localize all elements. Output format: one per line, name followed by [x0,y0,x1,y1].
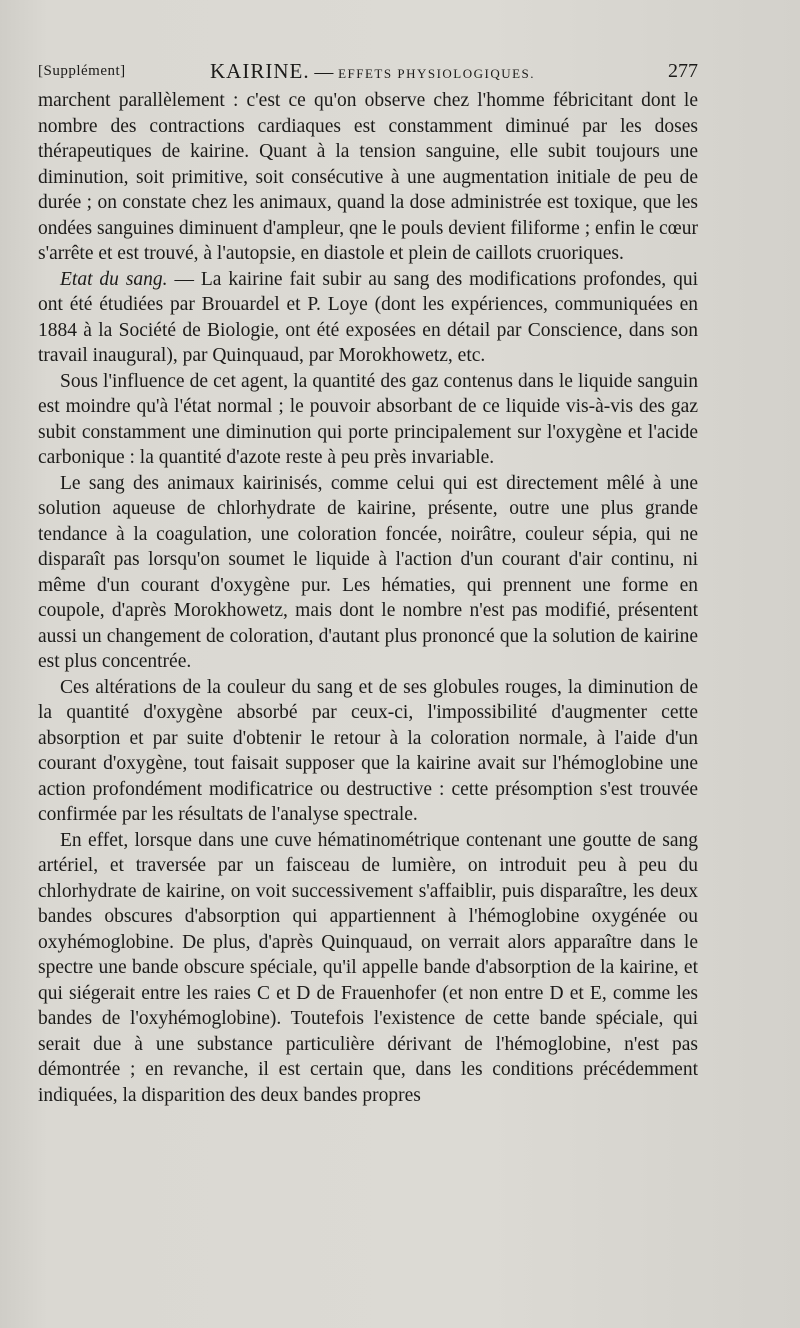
paragraph-text: En effet, lorsque dans une cuve hématinométrique contenant une goutte de sang artériel, et traversée par un faisceau de lumière, on introduit peu à peu du chlorhydrate de kairine, on voit successivement s'affaiblir, puis disparaître, les deux bandes obscures d'absorption qui appartiennent à l'hémoglobine oxygénée ou oxyhémoglobine. De plus, d'après Quinquaud, on verrait alors apparaître dans le spectre une bande obscure spéciale, qu'il appelle bande d'absorption de la kairine, et qui siégerait entre les raies C et D de Frauenhofer (et non entre D et E, comme les bandes de l'oxyhémoglobine). Toutefois l'existence de cette bande spéciale, qui serait due à une substance particulière dérivant de l'hémoglobine, n'est pas démontrée ; en revanche, il est certain que, dans les conditions précédemment indiquées, la disparition des deux bandes propres [38,829,698,1106]
title-word: KAIRINE. [210,59,310,83]
section-label: [Supplément] [38,63,126,79]
running-title [210,56,535,89]
paragraph-2 [38,267,698,369]
page-number: 277 [668,60,698,82]
running-header [38,56,698,86]
paragraph-lead: Etat du sang. [60,268,168,290]
paragraph-text: — La kairine fait subir au sang des modifications profondes, qui ont été étudiées par Brouardel et P. Loye (dont les expériences, communiquées en 1884 à la Société de Biologie, ont été exposées en détail par Conscience, dans son travail inaugural), par Quinquaud, par Morokhowetz, etc. [38,268,699,366]
title-dash: — [314,62,334,83]
paragraph-1 [38,88,698,267]
paragraph-3 [38,369,698,471]
paragraph-text: Ces altérations de la couleur du sang et de ses globules rouges, la diminution de la quantité d'oxygène absorbé par ceux-ci, l'impossibilité d'augmenter cette absorption et par suite d'obtenir le retour à la coloration normale, à l'aide d'un courant d'oxygène, tout faisait supposer que la kairine avait sur l'hémoglobine une action profondément modificatrice ou destructive : cette présomption s'est trouvée confirmée par les résultats de l'analyse spectrale. [38,676,698,825]
title-subtitle: EFFETS PHYSIOLOGIQUES. [338,66,536,81]
paragraph-5 [38,675,698,828]
body-text [38,88,698,1108]
paragraph-4 [38,471,698,675]
paragraph-text: Sous l'influence de cet agent, la quantité des gaz contenus dans le liquide sanguin est moindre qu'à l'état normal ; le pouvoir absorbant de ce liquide vis-à-vis des gaz subit constamment une diminution qui porte principalement sur l'oxygène et l'acide carbonique : la quantité d'azote reste à peu près invariable. [38,370,698,468]
paragraph-text: Le sang des animaux kairinisés, comme celui qui est directement mêlé à une solution aqueuse de chlorhydrate de kairine, présente, outre une plus grande tendance à la coagulation, une coloration foncée, noirâtre, couleur sépia, qui ne disparaît pas lorsqu'on soumet le liquide à l'action d'un courant d'air continu, ni même d'un courant d'oxygène pur. Les hématies, qui prennent une forme en coupole, d'après Morokhowetz, mais dont le nombre n'est pas modifié, présentent aussi un changement de coloration, d'autant plus prononcé que la solution de kairine est plus concentrée. [38,472,698,672]
paragraph-6 [38,828,698,1109]
paragraph-text: marchent parallèlement : c'est ce qu'on observe chez l'homme fébricitant dont le nombre des contractions cardiaques est constamment diminué par les doses thérapeutiques de kairine. Quant à la tension sanguine, elle subit toujours une diminution, soit primitive, soit consécutive à une augmentation initiale de peu de durée ; on constate chez les animaux, quand la dose administrée est toxique, que les ondées sanguines diminuent d'ampleur, qne le pouls devient filiforme ; enfin le cœur s'arrête et est trouvé, à l'autopsie, en diastole et plein de caillots cruoriques. [38,90,698,264]
